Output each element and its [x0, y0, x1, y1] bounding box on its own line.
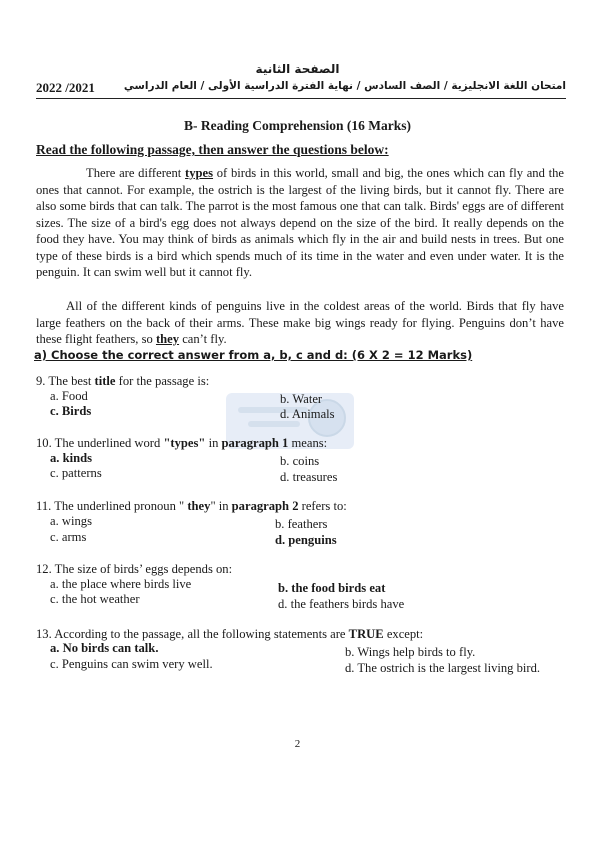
q13-suffix: except: — [383, 627, 424, 641]
exam-header-text: امتحان اللغة الانجليزية / الصف السادس / نهاية الفترة الدراسية الأولى / العام الدراسي — [123, 80, 566, 92]
page-number: 2 — [294, 738, 301, 750]
q10-prefix: 10. The underlined word — [36, 436, 164, 450]
q9-option-d: d. Animals — [280, 407, 335, 421]
q10-option-d: d. treasures — [280, 470, 338, 484]
q10-keyword: "types" — [163, 436, 206, 450]
q10-mid: in — [205, 436, 222, 450]
q11-mid: " in — [210, 499, 232, 513]
question-11 — [36, 499, 347, 514]
q12-option-b — [278, 581, 385, 596]
question-9 — [36, 374, 209, 389]
q11-keyword2: paragraph 2 — [231, 499, 299, 513]
q11-option-c: c. arms — [50, 530, 87, 544]
question-13 — [36, 627, 423, 642]
q13-prefix: 13. According to the passage, all the following statements are — [36, 627, 349, 641]
p1-after: of birds in this world, small and big, the ones which can fly and the ones that cannot. For example, the ostrich is the largest of the living birds, but it cannot fly. There are also some birds that can talk. The parrot is the most famous one that can talk. Birds' eggs are of different sizes. The size of a bird's egg does not always depend on the size of the bird. It really depends on the food they have. You may think of birds as animals which fly in the air and build nests in trees. But one type of these birds is a bird which spends much of its time in the water and even under water. It is the penguin. It can swim well but it cannot fly. — [36, 166, 565, 279]
q10-option-b: b. coins — [280, 454, 320, 468]
q13-option-c: c. Penguins can swim very well. — [50, 657, 213, 671]
q10-option-c: c. patterns — [50, 466, 102, 480]
section-instruction: Read the following passage, then answer the questions below: — [36, 142, 389, 157]
q13-option-d: d. The ostrich is the largest living bird. — [345, 661, 541, 675]
q9-prefix: 9. The best — [36, 374, 95, 388]
section-title: B- Reading Comprehension (16 Marks) — [183, 118, 411, 133]
q11-suffix: refers to: — [298, 499, 347, 513]
q13-option-b: b. Wings help birds to fly. — [345, 645, 476, 659]
q10-suffix: means: — [288, 436, 328, 450]
q9-keyword: title — [94, 374, 116, 388]
passage-paragraph-2 — [36, 298, 564, 348]
p2-after: can’t fly. — [179, 332, 227, 346]
q12-option-b-text: b. the food birds eat — [278, 581, 386, 595]
q11-prefix: 11. The underlined pronoun " — [36, 499, 188, 513]
p1-keyword-types: types — [185, 166, 214, 180]
q9-suffix: for the passage is: — [115, 374, 210, 388]
p2-keyword-they: they — [155, 332, 180, 346]
question-10 — [36, 436, 327, 451]
question-12: 12. The size of birds’ eggs depends on: — [36, 562, 233, 576]
academic-year: 2022 /2021 — [36, 80, 95, 95]
page-label: الصفحة الثانية — [255, 62, 340, 76]
q11-keyword: they — [187, 499, 211, 513]
q9-option-c: c. Birds — [50, 404, 92, 418]
q12-option-d: d. the feathers birds have — [278, 597, 405, 611]
q10-option-a: a. kinds — [50, 451, 93, 465]
q10-keyword2: paragraph 1 — [221, 436, 289, 450]
passage-paragraph-1 — [36, 165, 564, 281]
q9-option-b: b. Water — [280, 392, 323, 406]
p2-before: All of the different kinds of penguins live in the coldest areas of the world. Birds that fly have large feathers on the back of their arms. These make big wings ready for flying. Penguins don’t have these flight feathers, so — [36, 299, 564, 346]
exam-header — [36, 80, 566, 99]
q11-option-b: b. feathers — [275, 517, 328, 531]
q12-option-c: c. the hot weather — [50, 592, 140, 606]
part-a-instruction: a) Choose the correct answer from a, b, c and d: (6 X 2 = 12 Marks) — [34, 348, 473, 362]
q13-option-a: a. No birds can talk. — [50, 641, 159, 655]
q12-option-a: a. the place where birds live — [50, 577, 192, 591]
q11-option-d: d. penguins — [275, 533, 337, 547]
q13-keyword: TRUE — [348, 627, 384, 641]
q11-option-a: a. wings — [50, 514, 92, 528]
p1-before: There are different — [86, 166, 186, 180]
q9-option-a: a. Food — [50, 389, 88, 403]
